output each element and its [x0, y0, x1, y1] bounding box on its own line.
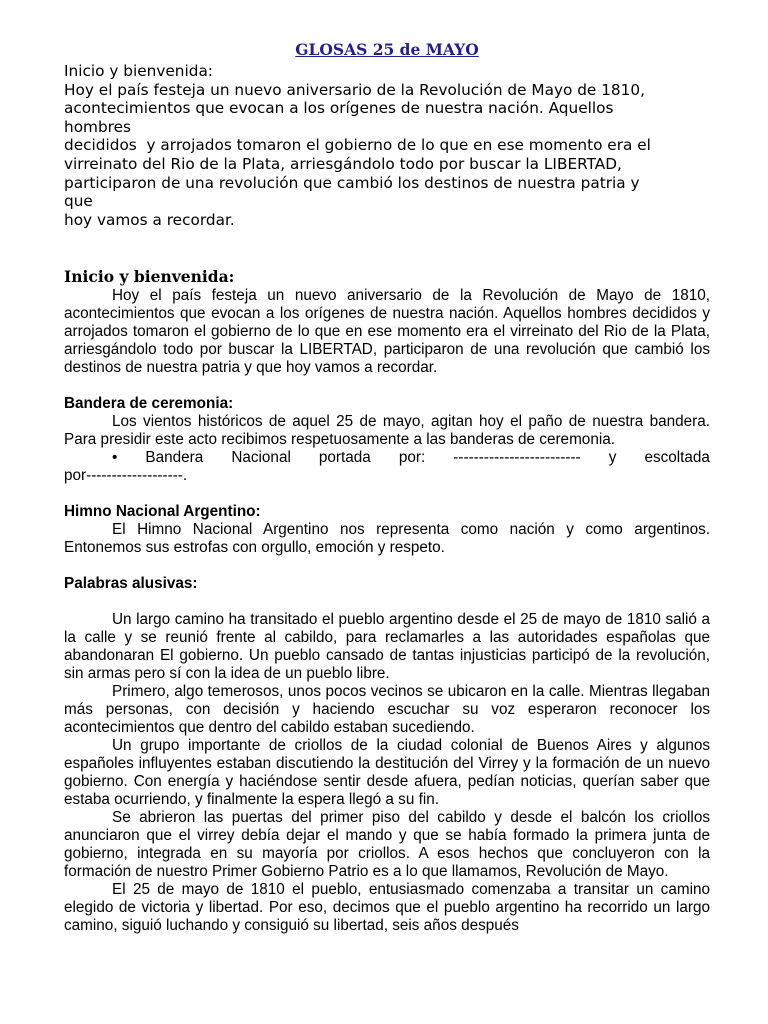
- section-paragraph-palabras: Un largo camino ha transitado el pueblo argentino desde el 25 de mayo de 1810 salió a la calle y se reunió frente al cabildo, para reclamarles a las autoridades españolas que abandonaran El gobierno. Un pueblo cansado de tantas injusticias participó de la revolución, sin armas pero sí con la idea de un pueblo libre.: [64, 611, 710, 683]
- document-page: [64, 40, 710, 935]
- intro-line: Inicio y bienvenida:: [64, 62, 213, 80]
- intro-line: decididos y arrojados tomaron el gobierno de lo que en ese momento era el: [64, 136, 651, 155]
- section-text-himno: El Himno Nacional Argentino nos representa como nación y como argentinos. Entonemos sus estrofas con orgullo, emoción y respeto.: [64, 521, 710, 557]
- section-paragraph-palabras: Primero, algo temerosos, unos pocos vecinos se ubicaron en la calle. Mientras llegaban más personas, con decisión y haciendo escuchar su voz esperaron reconocer los acontecimientos que dentro del cabildo estaban sucediendo.: [64, 683, 710, 737]
- bullet-word: -------------------------: [453, 449, 581, 467]
- section-heading-inicio: Inicio y bienvenida:: [64, 267, 235, 287]
- bullet-word: por:: [398, 449, 426, 467]
- section-heading-bandera: Bandera de ceremonia:: [64, 395, 234, 413]
- section-text-bandera: Los vientos históricos de aquel 25 de mayo, agitan hoy el paño de nuestra bandera. Para presidir este acto recibimos respetuosamente a las banderas de ceremonia.: [64, 413, 710, 449]
- section-heading-palabras: Palabras alusivas:: [64, 575, 198, 593]
- intro-block: [64, 62, 710, 229]
- intro-line: Hoy el país festeja un nuevo aniversario de la Revolución de Mayo de 1810,: [64, 80, 645, 99]
- section-paragraph-palabras: Un grupo importante de criollos de la ciudad colonial de Buenos Aires y algunos españoles influyentes estaban discutiendo la destitución del Virrey y la formación de un nuevo gobierno. Con energía y haciéndose sentir desde afuera, pedían noticias, querían saber que estaba ocurriendo, y finalmente la espera llegó a su fin.: [64, 737, 710, 809]
- bullet-word: portada: [318, 449, 371, 467]
- intro-line: virreinato del Rio de la Plata, arriesgándolo todo por buscar la LIBERTAD,: [64, 154, 622, 173]
- intro-line: que: [64, 192, 93, 211]
- bullet-word: escoltada: [644, 449, 710, 467]
- bullet-word: Bandera: [145, 449, 204, 467]
- bullet-word: Nacional: [231, 449, 291, 467]
- section-text-inicio: Hoy el país festeja un nuevo aniversario de la Revolución de Mayo de 1810, acontecimientos que evocan a los orígenes de nuestra nación. Aquellos hombres decididos y arrojados tomaron el gobierno de lo que en ese momento era el virreinato del Rio de la Plata, arriesgándolo todo por buscar la LIBERTAD, participaron de una revolución que cambió los destinos de nuestra patria y que hoy vamos a recordar.: [64, 287, 710, 377]
- section-paragraph-palabras: El 25 de mayo de 1810 el pueblo, entusiasmado comenzaba a transitar un camino elegido de victoria y libertad. Por eso, decimos que el pueblo argentino ha recorrido un largo camino, siguió luchando y consiguió su libertad, seis años después: [64, 881, 710, 935]
- bullet-bandera-nacional: [64, 449, 710, 467]
- intro-line: hombres: [64, 117, 131, 136]
- section-heading-himno: Himno Nacional Argentino:: [64, 503, 261, 521]
- document-title: GLOSAS 25 de MAYO: [295, 40, 479, 59]
- bullet-continuation: por-------------------.: [64, 467, 188, 485]
- intro-line: participaron de una revolución que cambió los destinos de nuestra patria y: [64, 173, 640, 192]
- bullet-word: •: [112, 449, 118, 467]
- intro-line: acontecimientos que evocan a los orígenes de nuestra nación. Aquellos: [64, 99, 614, 118]
- document-body: [64, 267, 710, 935]
- intro-line: hoy vamos a recordar.: [64, 210, 235, 229]
- bullet-word: y: [608, 449, 617, 467]
- section-paragraph-palabras: Se abrieron las puertas del primer piso del cabildo y desde el balcón los criollos anunciaron que el virrey debía dejar el mando y que se había formado la primera junta de gobierno, integrada en su mayoría por criollos. A esos hechos que concluyeron con la formación de nuestro Primer Gobierno Patrio es a lo que llamamos, Revolución de Mayo.: [64, 809, 710, 881]
